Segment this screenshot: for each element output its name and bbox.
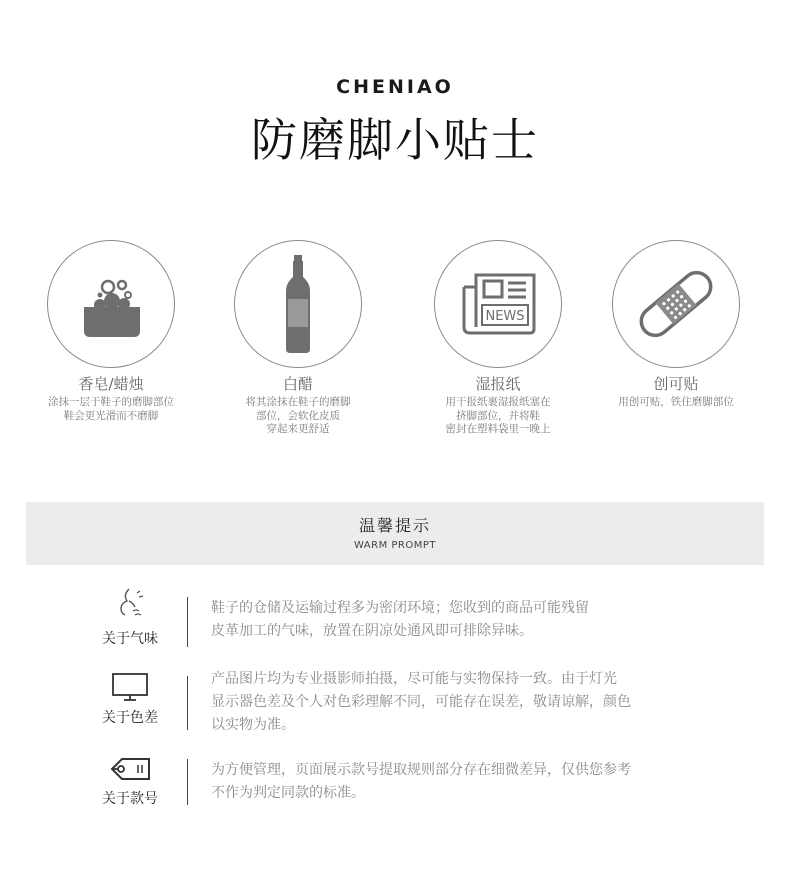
banner-title: 温馨提示	[358, 516, 431, 535]
tip-circle	[612, 240, 740, 368]
note-text: 产品图片均为专业摄影师拍摄，尽可能与实物保持一致。由于灯光 显示器色差及个人对色彩理解不同，可能存在误差，敬请谅解，颜色 以实物为准。	[211, 671, 631, 733]
tip-name: 白醋	[282, 375, 313, 393]
newspaper-icon	[458, 269, 538, 339]
page-title: 防磨脚小贴士	[251, 113, 539, 167]
note-icon-wrap	[90, 756, 170, 782]
tag-icon	[108, 756, 152, 782]
note-label: 关于色差	[102, 710, 158, 726]
tip-desc: 用干报纸裹湿报纸塞在 挤脚部位，并将鞋 密封在塑料袋里一晚上	[445, 396, 551, 435]
tip-desc: 涂抹一层于鞋子的磨脚部位 鞋会更光滑而不磨脚	[48, 396, 174, 422]
tip-desc: 用创可贴，铁住磨脚部位	[618, 396, 734, 408]
tip-bandage	[576, 240, 776, 410]
tip-desc: 将其涂抹在鞋子的磨脚 部位，会软化皮质 穿起来更舒适	[245, 396, 351, 435]
note-label: 关于气味	[102, 631, 158, 647]
soap-icon	[66, 259, 156, 349]
note-icon-wrap	[90, 585, 170, 619]
note-text: 为方便管理，页面展示款号提取规则部分存在细微差异，仅供您参考 不作为判定同款的标准。	[211, 762, 631, 801]
note-smell	[90, 585, 710, 655]
note-divider	[187, 759, 188, 805]
warm-prompt-banner	[26, 502, 764, 565]
tip-name: 香皂/蜡烛	[78, 375, 144, 393]
tip-circle	[47, 240, 175, 368]
monitor-icon	[110, 671, 150, 703]
note-style-number	[90, 755, 710, 815]
note-label: 关于款号	[102, 791, 158, 807]
tip-circle	[234, 240, 362, 368]
tip-circle	[434, 240, 562, 368]
smell-icon	[115, 585, 145, 619]
note-text: 鞋子的仓储及运输过程多为密闭环境；您收到的商品可能残留 皮革加工的气味，放置在阴凉处通风即可排除异味。	[211, 600, 589, 639]
vinegar-bottle-icon	[268, 249, 328, 359]
tip-newspaper	[398, 240, 598, 437]
banner-subtitle: WARM PROMPT	[353, 540, 437, 551]
note-divider	[187, 597, 188, 647]
tip-soap	[11, 240, 211, 423]
bandage-icon	[631, 259, 721, 349]
brand-logo: CHENIAO	[336, 76, 454, 98]
tip-vinegar	[198, 240, 398, 437]
news-word: NEWS	[485, 309, 525, 324]
note-color	[90, 668, 710, 738]
tip-name: 创可贴	[653, 375, 699, 393]
note-icon-wrap	[90, 671, 170, 703]
tip-name: 湿报纸	[475, 375, 521, 393]
note-divider	[187, 676, 188, 730]
